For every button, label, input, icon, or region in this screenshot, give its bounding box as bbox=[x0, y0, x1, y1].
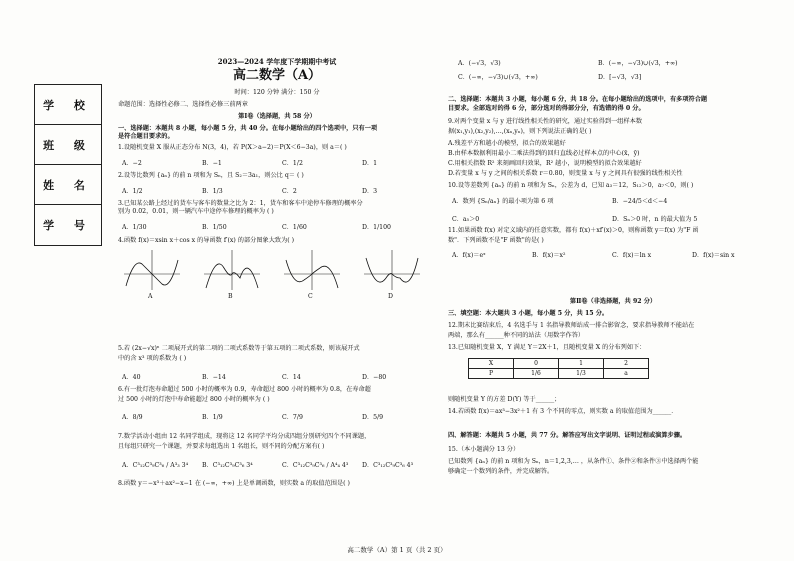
q3-option-d: D．1/100 bbox=[362, 224, 391, 231]
question-6: 6.有一批灯泡寿命超过 500 小时的概率为 0.9，寿命超过 800 小时的概率为 0.8，在寿命超 bbox=[118, 386, 371, 393]
part2-heading: 第Ⅱ卷（非选择题，共 92 分） bbox=[569, 298, 657, 305]
student-id-label: 学 号 bbox=[43, 218, 93, 232]
q5-option-d: D．−80 bbox=[362, 374, 387, 381]
question-3: 3.已知某公路上经过的货车与客车的数量之比为 2：1，货车和客车中途停车修理的概率分 bbox=[118, 200, 363, 207]
section2-intro-2: 目要求。全部选对的得 6 分，部分选对的得部分分，有选错的得 0 分。 bbox=[448, 105, 645, 112]
q1-option-a: A．−2 bbox=[122, 160, 142, 167]
question-7-line2: 且每组只研究一个课题，并要求每组选出 1 名组长，则不同的分配方案有( ) bbox=[118, 443, 325, 450]
q9-option-b: B.由样本数据利用最小二乘法得到的回归直线必过样本点的中心(x̄，ȳ) bbox=[448, 150, 640, 157]
q3-option-a: A．1/30 bbox=[122, 224, 147, 231]
page-footer: 高二数学（A）第 1 页（共 2 页） bbox=[347, 546, 447, 554]
q7-option-a: A．C³₁₂C³₉C³₆ / A³₃ 3⁴ bbox=[122, 462, 189, 469]
q10-option-b: B．−24/5＜d＜−4 bbox=[612, 198, 668, 205]
section4-intro: 四、解答题：本题共 5 小题，共 77 分。解答应写出文字说明、证明过程或演算步骤。 bbox=[448, 432, 687, 439]
table-cell: 1/3 bbox=[559, 369, 604, 379]
school-label: 学 校 bbox=[35, 85, 101, 125]
question-6-line2: 过 500 小时的灯泡中寿命能超过 800 小时的概率为 ( ) bbox=[118, 396, 270, 403]
q4-option-d: D bbox=[388, 293, 393, 300]
question-15: 15.（本小题满分 13 分） bbox=[448, 446, 520, 453]
question-13-line2: 则随机变量 Y 的方差 D(Y) 等于______； bbox=[448, 396, 561, 403]
section2-intro: 二、选择题：本题共 3 小题，每小题 6 分，共 18 分。在每小题给出的选项中，有多项符合题 bbox=[448, 96, 708, 103]
q8-option-d: D．[−√3，√3] bbox=[598, 74, 642, 81]
scope-text: 命题范围：选择性必修二、选择性必修三前两章 bbox=[118, 101, 248, 108]
q10-option-c: C．a₅＞0 bbox=[452, 216, 480, 223]
q8-option-c: C．(−∞，−√3)∪(√3，+∞) bbox=[458, 74, 538, 81]
question-10: 10.设等差数列 {aₙ} 的前 n 项和为 Sₙ，公差为 d，已知 a₃＝12，S₁₂＞0，a₇＜0，则( ) bbox=[448, 182, 694, 189]
q2-option-d: D．3 bbox=[362, 188, 378, 195]
q5-option-a: A．40 bbox=[122, 374, 141, 381]
q11-option-a: A．f(x)＝eˣ bbox=[452, 252, 486, 259]
question-8: 8.函数 y＝−x³＋ax²−x−1 在 (−∞，+∞) 上是单调函数，则实数 a 的取值范围是( ) bbox=[118, 480, 350, 487]
q4-option-a: A bbox=[148, 293, 153, 300]
question-7: 7.数学活动小组由 12 名同学组成，现将这 12 名同学平均分成四组分别研究四个不同课题， bbox=[118, 433, 371, 440]
q9-option-d: D.若变量 x 与 y 之间的相关系数 r＝0.80，则变量 x 与 y 之间具有很强的线性相关性 bbox=[448, 170, 683, 177]
question-5-line2: 中的含 x³ 项的系数为 ( ) bbox=[118, 355, 187, 362]
q2-option-b: B．1/3 bbox=[202, 188, 223, 195]
table-cell: a bbox=[604, 369, 649, 379]
q4-graph-b bbox=[202, 248, 262, 292]
q1-option-c: C．1/2 bbox=[282, 160, 303, 167]
part1-heading: 第Ⅰ卷（选择题，共 58 分） bbox=[238, 113, 316, 120]
question-11-line2: 数"．下列函数不是"F 函数"的是( ) bbox=[448, 237, 544, 244]
q11-option-c: C．f(x)＝ln x bbox=[612, 252, 652, 259]
q10-option-d: D．Sₙ＞0 时，n 的最大值为 5 bbox=[612, 216, 698, 223]
q11-option-d: D．f(x)＝sin x bbox=[692, 252, 735, 259]
question-15-line3: 够确定一个数列的条件，并完成解答。 bbox=[448, 468, 554, 475]
section1-intro: 一、选择题：本题共 8 小题，每小题 5 分，共 40 分。在每小题给出的四个选项中，只有一项 bbox=[118, 125, 378, 132]
q6-option-d: D．5/9 bbox=[362, 414, 384, 421]
q4-option-c: C bbox=[308, 293, 313, 300]
q9-option-c: C.用相关指数 R² 来刻画回归效果，R² 越小，说明模型的拟合效果越好 bbox=[448, 160, 642, 167]
q4-graph-a bbox=[122, 248, 182, 292]
q5-option-c: C．14 bbox=[282, 374, 301, 381]
q4-option-b: B bbox=[228, 293, 233, 300]
section1-intro-2: 是符合题目要求的。 bbox=[118, 133, 174, 140]
q5-option-b: B．−14 bbox=[202, 374, 226, 381]
exam-title: 2023—2024 学年度下学期期中考试 bbox=[217, 57, 337, 66]
question-12-line2: 两端，那么有______种不同的站法（用数字作答） bbox=[448, 332, 585, 339]
q11-option-b: B．f(x)＝x² bbox=[532, 252, 566, 259]
table-row bbox=[469, 369, 649, 379]
question-9-line2: 据(x₁,y₁),(x₂,y₂),…,(xₙ,yₙ)，则下列说法正确的是( ) bbox=[448, 128, 592, 135]
q2-option-c: C．2 bbox=[282, 188, 297, 195]
question-3-line2: 别为 0.02，0.01，则一辆汽车中途停车修理的概率为 ( ) bbox=[118, 208, 274, 215]
q7-option-d: D．C³₁₂C³₉C³₆ 4³ bbox=[362, 462, 414, 469]
q4-graph-c bbox=[282, 248, 342, 292]
q7-option-c: C．C³₁₂C³₉C³₆ / A⁴₄ 4³ bbox=[282, 462, 349, 469]
question-11: 11.如果函数 f(x) 对定义域内的任意实数，都有 f(x)＋xf′(x)＞0，则称函数 y＝f(x) 为"F 函 bbox=[448, 227, 699, 234]
q6-option-c: C．7/9 bbox=[282, 414, 303, 421]
table-cell: X bbox=[469, 359, 514, 369]
section3-intro: 三、填空题：本大题共 3 小题，每小题 5 分，共 15 分。 bbox=[448, 310, 609, 317]
q9-option-a: A.残差平方和越小的模型，拟合的效果越好 bbox=[448, 140, 566, 147]
question-2: 2.设等比数列 {aₙ} 的前 n 项和为 Sₙ，且 S₂＝3a₁，则公比 q＝ ( ) bbox=[118, 172, 304, 179]
q8-option-b: B．(−∞，−√3)∪(√3，+∞) bbox=[598, 60, 678, 67]
question-12: 12.期末比赛结束后，4 名选手与 1 名指导教师站成一排合影留念，要求指导教师不能站在 bbox=[448, 322, 695, 329]
subject-title: 高二数学（A） bbox=[232, 68, 322, 83]
q7-option-b: B．C³₁₂C³₉C³₆ 3⁴ bbox=[202, 462, 253, 469]
table-cell: 1/6 bbox=[514, 369, 559, 379]
time-score: 时间：120 分钟 满分：150 分 bbox=[234, 89, 320, 96]
table-cell: 1 bbox=[559, 359, 604, 369]
q1-option-d: D．1 bbox=[362, 160, 378, 167]
q8-option-a: A．(−√3，√3) bbox=[458, 60, 501, 67]
table-cell: P bbox=[469, 369, 514, 379]
question-1: 1.设随机变量 X 服从正态分布 N(3，4)，若 P(X＞a−2)＝P(X＜6−3a)，则 a＝( ) bbox=[118, 144, 347, 151]
question-5: 5.若 (2x−√x)ⁿ 二项展开式的第二项的二项式系数等于第五项的二项式系数，则该展开式 bbox=[118, 345, 360, 352]
question-14: 14.若函数 f(x)＝ax³−3x²＋1 有 3 个不同的零点，则实数 a 的取值范围为______． bbox=[448, 408, 678, 415]
question-15-line2: 已知数列 {aₙ} 的前 n 项和为 Sₙ，n＝1,2,3,… ，从条件①、条件②和条件③中选择两个能 bbox=[448, 458, 699, 465]
q1-option-b: B．−1 bbox=[202, 160, 222, 167]
q10-option-a: A．数列 {Sₙ/aₙ} 的最小项为第 6 项 bbox=[452, 198, 554, 205]
student-info-box bbox=[34, 84, 102, 246]
question-9: 9.对两个变量 x 与 y 进行线性相关性的研究，通过实验得到一组样本数 bbox=[448, 118, 643, 125]
table-row bbox=[469, 359, 649, 369]
q6-option-b: B．1/9 bbox=[202, 414, 223, 421]
table-cell: 2 bbox=[604, 359, 649, 369]
q3-option-b: B．1/50 bbox=[202, 224, 227, 231]
name-label: 姓 名 bbox=[35, 165, 101, 205]
question-13: 13.已知随机变量 X，Y 满足 Y＝2X＋1，且随机变量 X 的分布列如下： bbox=[448, 344, 646, 351]
q2-option-a: A．1/2 bbox=[122, 188, 143, 195]
question-4: 4.函数 f(x)＝xsin x＋cos x 的导函数 f′(x) 的部分图象大致为( ) bbox=[118, 237, 295, 244]
distribution-table bbox=[468, 358, 649, 379]
q4-graph-d bbox=[362, 248, 422, 292]
q3-option-c: C．1/60 bbox=[282, 224, 307, 231]
class-label: 班 级 bbox=[35, 125, 101, 165]
table-cell: 0 bbox=[514, 359, 559, 369]
q6-option-a: A．8/9 bbox=[122, 414, 143, 421]
